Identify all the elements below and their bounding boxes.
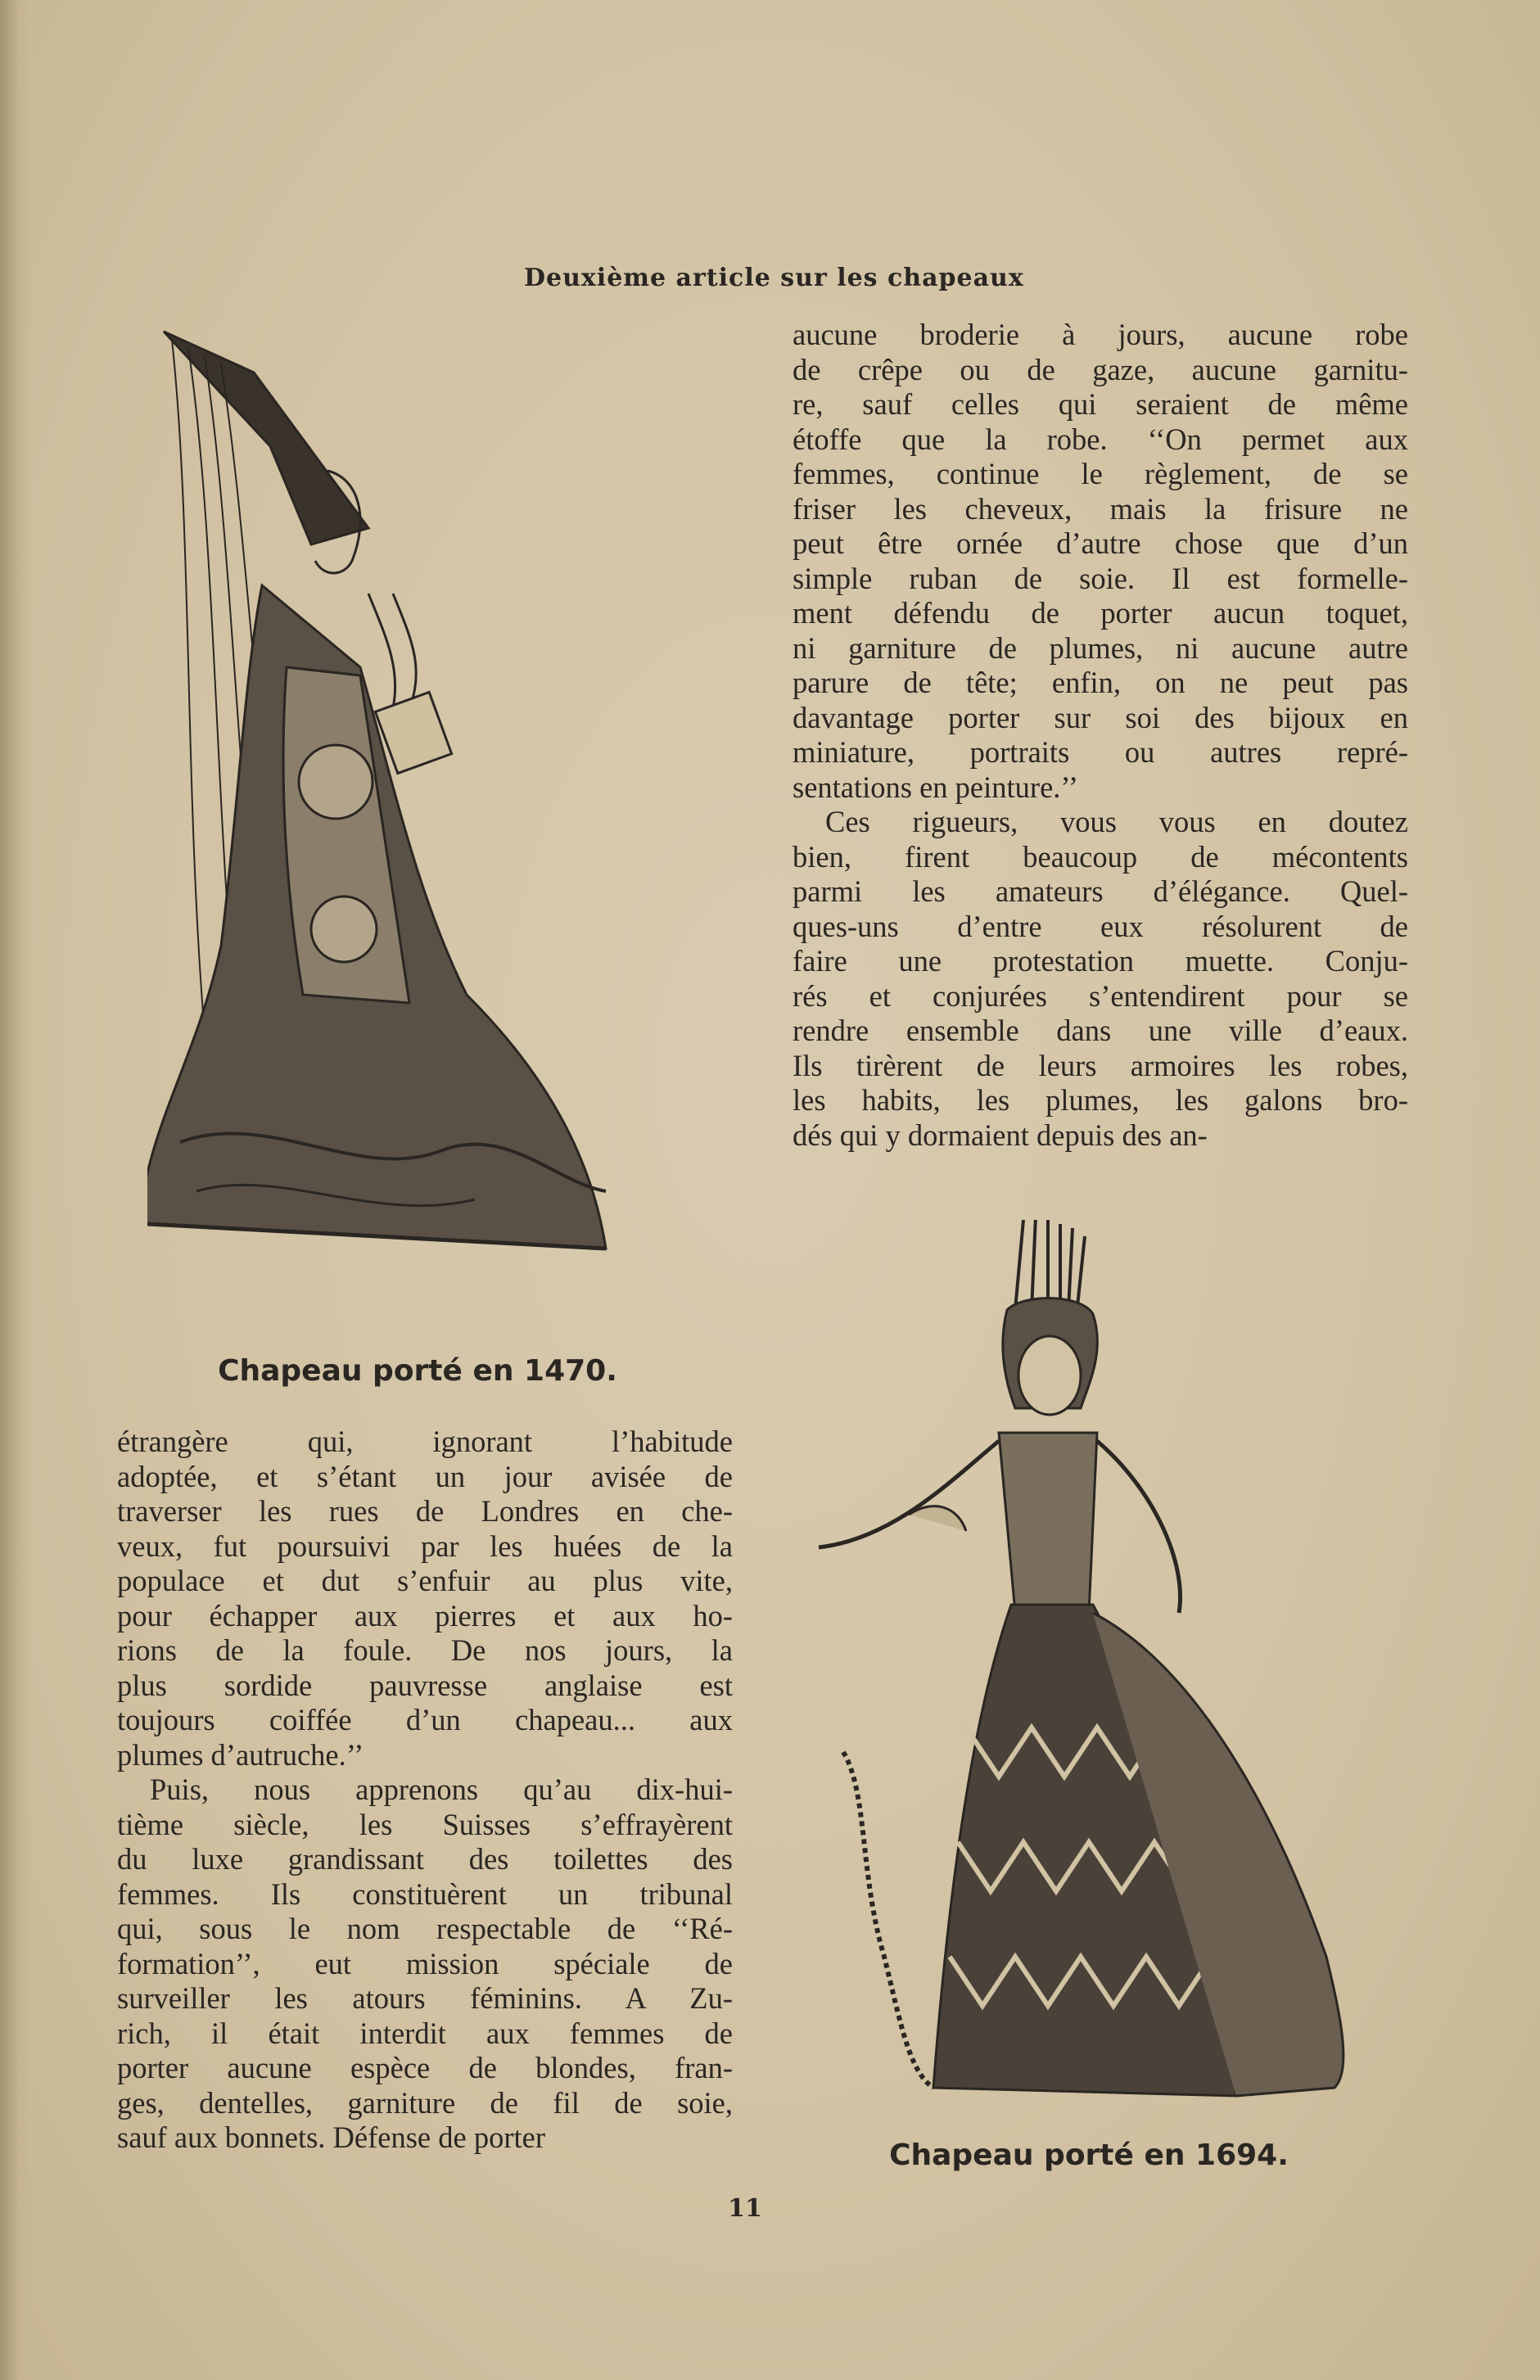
text-line: les habits, les plumes, les galons bro-	[793, 1083, 1408, 1117]
text-line: sentations en peinture.’’	[793, 770, 1078, 804]
text-line: étoffe que la robe. ‘‘On permet aux	[793, 422, 1408, 456]
text-line: ment défendu de porter aucun toquet,	[793, 596, 1408, 630]
text-line: parmi les amateurs d’élégance. Quel-	[793, 874, 1408, 908]
text-line: aucune broderie à jours, aucune robe	[793, 318, 1408, 351]
text-line: tième siècle, les Suisses s’effrayèrent	[117, 1807, 733, 1841]
text-line: plus sordide pauvresse anglaise est	[117, 1668, 733, 1702]
binding-edge	[0, 0, 33, 2380]
text-line: Puis, nous apprenons qu’au dix-hui-	[150, 1773, 733, 1806]
caption-figure-2: Chapeau porté en 1694.	[889, 2138, 1289, 2172]
text-line: porter aucune espèce de blondes, fran-	[117, 2051, 733, 2084]
text-line: traverser les rues de Londres en che-	[117, 1494, 733, 1528]
illustration-1470	[147, 323, 720, 1339]
text-line: adoptée, et s’étant un jour avisée de	[117, 1459, 733, 1493]
text-line: formation’’, eut mission spéciale de	[117, 1946, 733, 1980]
text-column-left	[117, 1425, 733, 2156]
text-line: surveiller les atours féminins. A Zu-	[117, 1981, 733, 2015]
text-line: simple ruban de soie. Il est formelle-	[793, 561, 1408, 595]
text-column-right	[793, 318, 1408, 1153]
text-line: femmes. Ils constituèrent un tribunal	[117, 1876, 733, 1911]
text-line: dés qui y dormaient depuis des an-	[793, 1118, 1208, 1152]
text-line: ges, dentelles, garniture de fil de soie,	[117, 2085, 733, 2120]
text-line: davantage porter sur soi des bijoux en	[793, 700, 1408, 734]
text-line: veux, fut poursuivi par les huées de la	[117, 1529, 733, 1563]
text-line: populace et dut s’enfuir au plus vite,	[117, 1564, 733, 1597]
text-line: Ils tirèrent de leurs armoires les robes,	[793, 1048, 1408, 1082]
illustration-1694	[811, 1220, 1367, 2120]
caption-figure-1: Chapeau porté en 1470.	[218, 1354, 617, 1388]
text-line: de crêpe ou de gaze, aucune garnitu-	[793, 352, 1408, 386]
text-line: peut être ornée d’autre chose que d’un	[793, 526, 1408, 560]
page-number: 11	[728, 2194, 762, 2223]
text-line: parure de tête; enfin, on ne peut pas	[793, 666, 1408, 699]
text-line: ques-uns d’entre eux résolurent de	[793, 909, 1408, 943]
text-line: rions de la foule. De nos jours, la	[117, 1633, 733, 1667]
text-line: friser les cheveux, mais la frisure ne	[793, 491, 1408, 526]
text-line: Ces rigueurs, vous vous en doutez	[825, 805, 1408, 838]
text-line: du luxe grandissant des toilettes des	[117, 1842, 733, 1876]
text-line: femmes, continue le règlement, de se	[793, 457, 1408, 490]
text-line: rés et conjurées s’entendirent pour se	[793, 978, 1408, 1013]
text-line: rich, il était interdit aux femmes de	[117, 2016, 733, 2050]
running-head: Deuxième article sur les chapeaux	[524, 264, 1024, 292]
text-line: faire une protestation muette. Conju-	[793, 944, 1408, 978]
text-line: bien, firent beaucoup de mécontents	[793, 839, 1408, 874]
text-line: plumes d’autruche.’’	[117, 1737, 364, 1772]
text-line: étrangère qui, ignorant l’habitude	[117, 1425, 733, 1458]
text-line: re, sauf celles qui seraient de même	[793, 387, 1408, 421]
text-line: ni garniture de plumes, ni aucune autre	[793, 630, 1408, 665]
text-line: sauf aux bonnets. Défense de porter	[117, 2120, 545, 2154]
text-line: pour échapper aux pierres et aux ho-	[117, 1598, 733, 1633]
text-line: qui, sous le nom respectable de ‘‘Ré-	[117, 1912, 733, 1945]
text-line: rendre ensemble dans une ville d’eaux.	[793, 1014, 1408, 1047]
text-line: miniature, portraits ou autres repré-	[793, 735, 1408, 769]
text-line: toujours coiffée d’un chapeau... aux	[117, 1703, 733, 1736]
